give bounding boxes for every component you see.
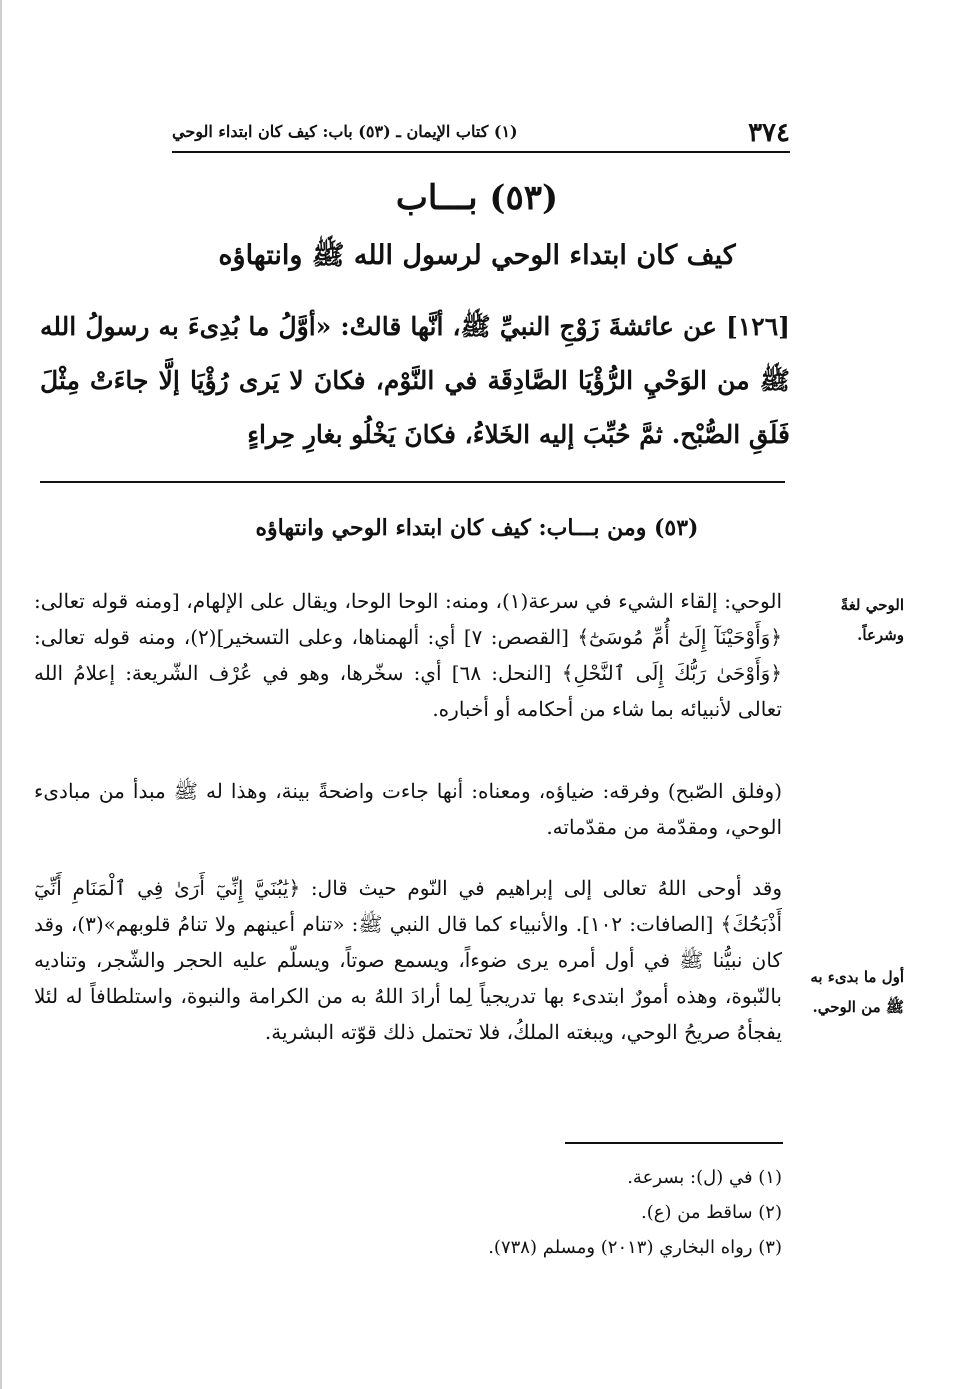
chapter-title: كيف كان ابتداء الوحي لرسول الله ﷺ وانتهاؤه <box>218 240 736 271</box>
hadith-text: [١٢٦] عن عائشةَ زَوْجِ النبيِّ ﷺ، أنَّها قالتْ: «أوَّلُ ما بُدِىءَ به رسولُ الله ﷺ من الوَحْيِ الرُّؤْيَا الصَّادِقَة في النَّوْم، فكانَ لا يَرى رُؤْيَا إلَّا جاءَتْ مِثْلَ فَلَقِ الصُّبْح. ثمَّ حُبِّبَ إليه الخَلاءُ، فكانَ يَخْلُو بغارِ حِراءٍ <box>40 312 790 449</box>
header-divider <box>172 151 790 153</box>
chapter-number: (٥٣) بـــاب <box>395 178 559 218</box>
footnote-divider <box>565 1142 783 1144</box>
commentary-paragraph: وقد أوحى اللهُ تعالى إلى إبراهيم في النّوم حيث قال: ﴿يَٰبُنَيَّ إِنِّيٓ أَرَىٰ فِي ٱلْمَنَامِ أَنِّيٓ أَذْبَحُكَ﴾ [الصافات: ١٠٢]. والأنبياء كما قال النبي ﷺ: «تنام أعينهم ولا تنامُ قلوبهم»(٣)، وقد كان نبيُّنا ﷺ في أول أمره يرى ضوءاً، ويسمع صوتاً، ويسلّم عليه الحجر والشّجر، وتناديه بالنّبوة، وهذه أمورٌ ابتدىء بها تدريجياً لِما أرادَ اللهُ به من الكرامة والنبوة، واستلطافاً له لئلا يفجأهُ صريحُ الوحي، ويبغته الملكُ، فلا تحتمل ذلك قوّته البشرية. <box>34 876 783 1044</box>
section-divider <box>40 481 785 483</box>
commentary-paragraph: (وفلق الصّبح) وفرقه: ضياؤه، ومعناه: أنها جاءت واضحةً بينة، وهذا له ﷺ مبدأ من مبادىء الوحي، ومقدّمة من مقدّماته. <box>34 779 782 839</box>
commentary-paragraph: الوحي: إلقاء الشيء في سرعة(١)، ومنه: الوحا الوحا، ويقال على الإلهام، [ومنه قوله تعالى: ﴿وَأَوْحَيْنَآ إِلَىٰٓ أُمِّ مُوسَىٰٓ﴾ [القصص: ٧] أي: ألهمناها، وعلى التسخير](٢)، ومنه قوله تعالى: ﴿وَأَوْحَىٰ رَبُّكَ إِلَى ٱلنَّحْلِ﴾ [النحل: ٦٨] أي: سخّرها، وهو في عُرْف الشّريعة: إعلامُ الله تعالى لأنبيائه بما شاء من أحكامه أو أخباره. <box>34 589 783 721</box>
footnote: (١) في (ل): بسرعة. <box>627 1167 782 1188</box>
page-header <box>172 112 790 152</box>
running-head: (١) كتاب الإيمان ـ (٥٣) باب: كيف كان ابتداء الوحي <box>172 122 518 141</box>
margin-note: الوحي لغةً وشرعاً. <box>840 596 904 644</box>
commentary-title: (٥٣) ومن بـــاب: كيف كان ابتداء الوحي وانتهاؤه <box>255 515 699 541</box>
footnote: (٣) رواه البخاري (٢٠١٣) ومسلم (٧٣٨). <box>488 1237 782 1258</box>
footnote: (٢) ساقط من (ع). <box>641 1202 782 1223</box>
margin-note: أول ما بدىء به ﷺ من الوحي. <box>810 968 904 1016</box>
footnotes <box>340 1160 782 1265</box>
page-number: ٣٧٤ <box>748 118 790 148</box>
